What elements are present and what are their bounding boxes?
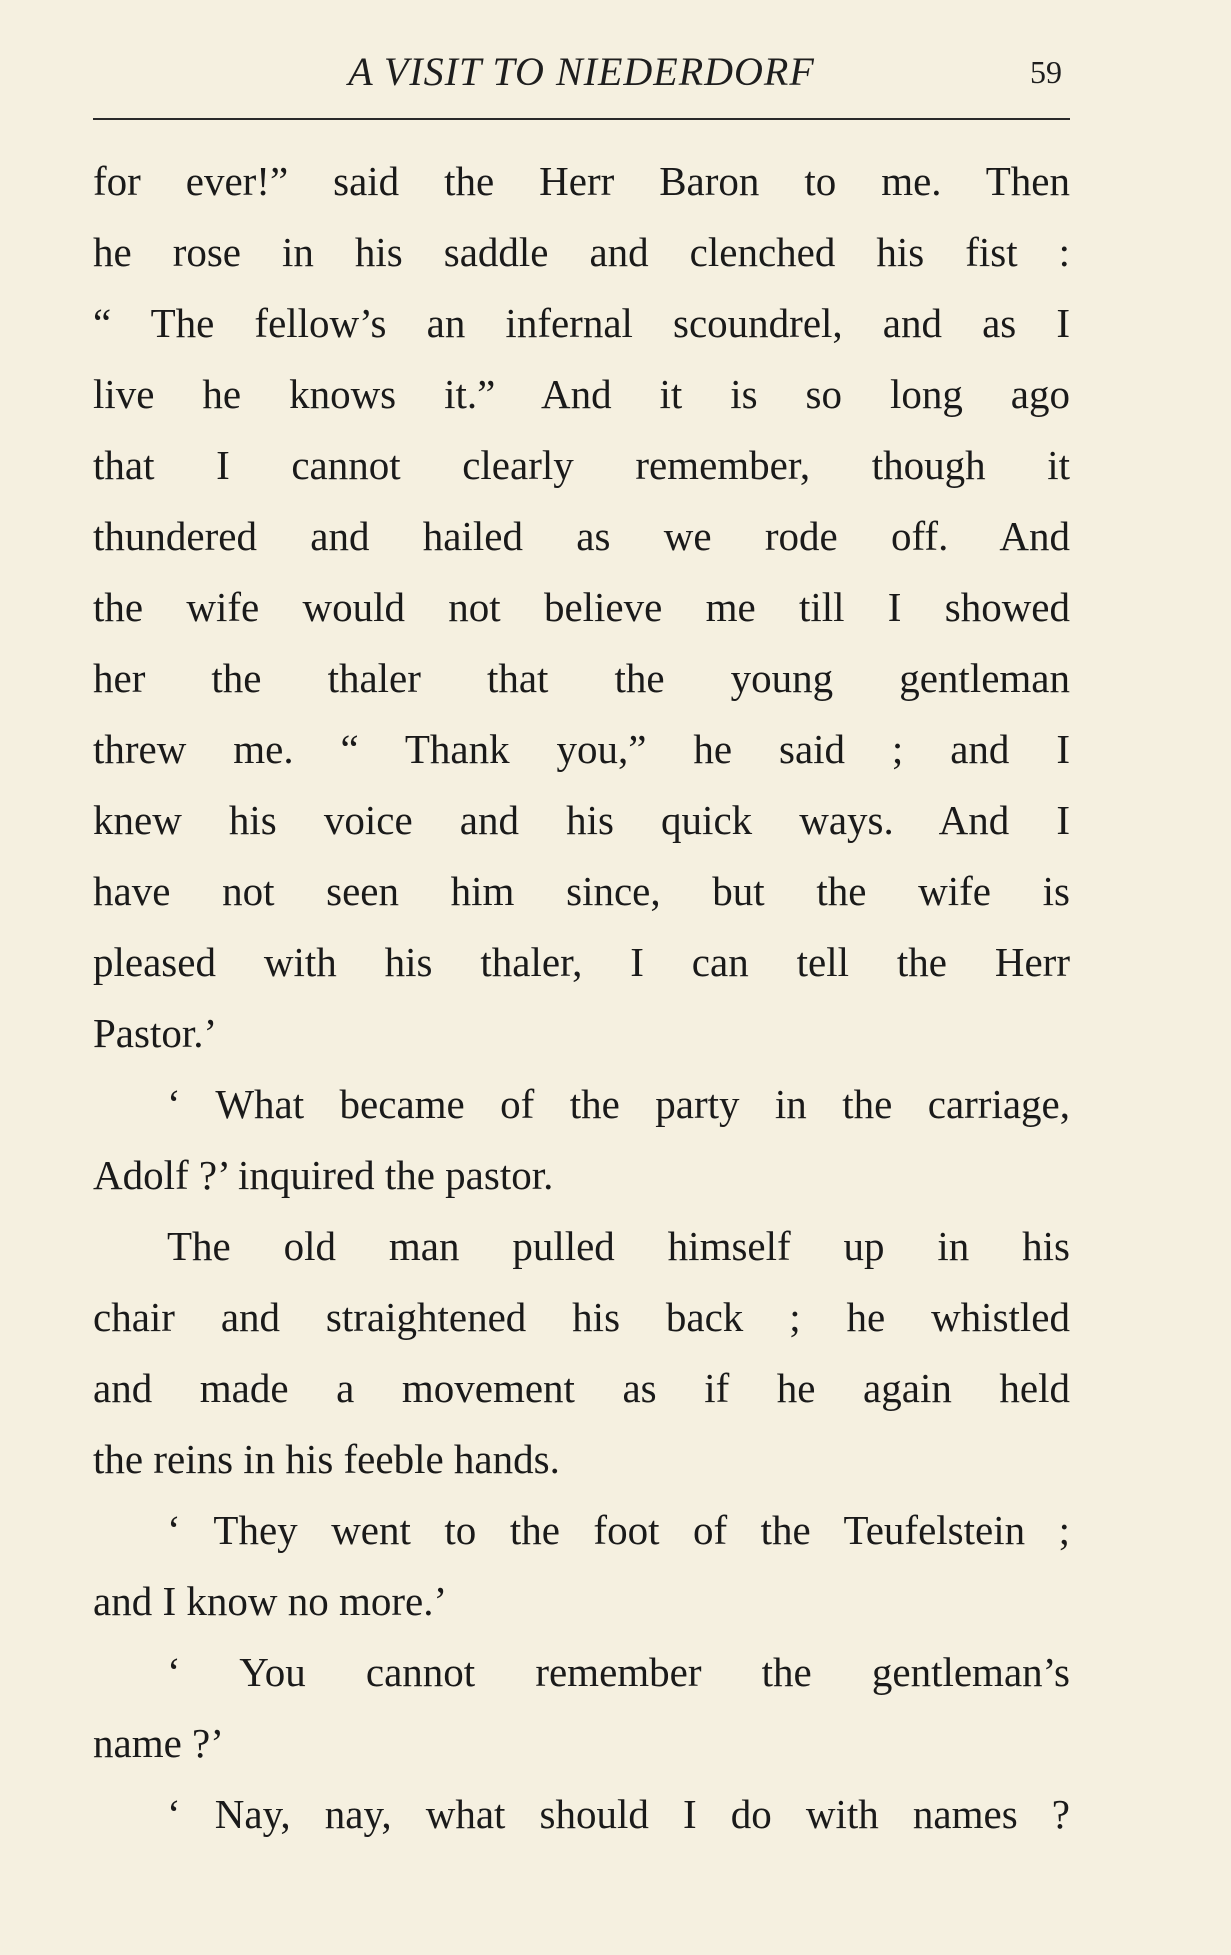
text-line: threw me. “ Thank you,” he said ; and I bbox=[93, 726, 1070, 772]
text-line: knew his voice and his quick ways. And I bbox=[93, 797, 1070, 843]
text-line: ‘ They went to the foot of the Teufelstein ; bbox=[167, 1507, 1070, 1553]
text-line: for ever!” said the Herr Baron to me. Then bbox=[93, 158, 1070, 204]
text-line: thundered and hailed as we rode off. And bbox=[93, 513, 1070, 559]
page-header bbox=[93, 42, 1070, 102]
running-head: A VISIT TO NIEDERDORF bbox=[348, 49, 815, 94]
text-line: chair and straightened his back ; he whistled bbox=[93, 1294, 1070, 1340]
text-line: ‘ Nay, nay, what should I do with names ? bbox=[167, 1791, 1070, 1837]
page-number: 59 bbox=[1030, 54, 1062, 90]
text-line: The old man pulled himself up in his bbox=[167, 1223, 1070, 1269]
text-line: ‘ You cannot remember the gentleman’s bbox=[167, 1649, 1070, 1695]
text-line: the reins in his feeble hands. bbox=[93, 1436, 560, 1482]
text-line: he rose in his saddle and clenched his fist : bbox=[93, 229, 1070, 275]
text-line: that I cannot clearly remember, though it bbox=[93, 442, 1070, 488]
text-line: live he knows it.” And it is so long ago bbox=[93, 371, 1070, 417]
text-line: the wife would not believe me till I showed bbox=[93, 584, 1070, 630]
text-line: Pastor.’ bbox=[93, 1010, 218, 1056]
text-line: “ The fellow’s an infernal scoundrel, and as I bbox=[93, 300, 1070, 346]
text-line: and made a movement as if he again held bbox=[93, 1365, 1070, 1411]
text-line: her the thaler that the young gentleman bbox=[93, 655, 1070, 701]
text-line: name ?’ bbox=[93, 1720, 224, 1766]
header-rule bbox=[93, 118, 1070, 120]
body-text bbox=[93, 146, 1070, 1850]
text-line: have not seen him since, but the wife is bbox=[93, 868, 1070, 914]
text-line: ‘ What became of the party in the carriage, bbox=[167, 1081, 1070, 1127]
text-line: pleased with his thaler, I can tell the Herr bbox=[93, 939, 1070, 985]
text-line: Adolf ?’ inquired the pastor. bbox=[93, 1152, 554, 1198]
text-line: and I know no more.’ bbox=[93, 1578, 448, 1624]
